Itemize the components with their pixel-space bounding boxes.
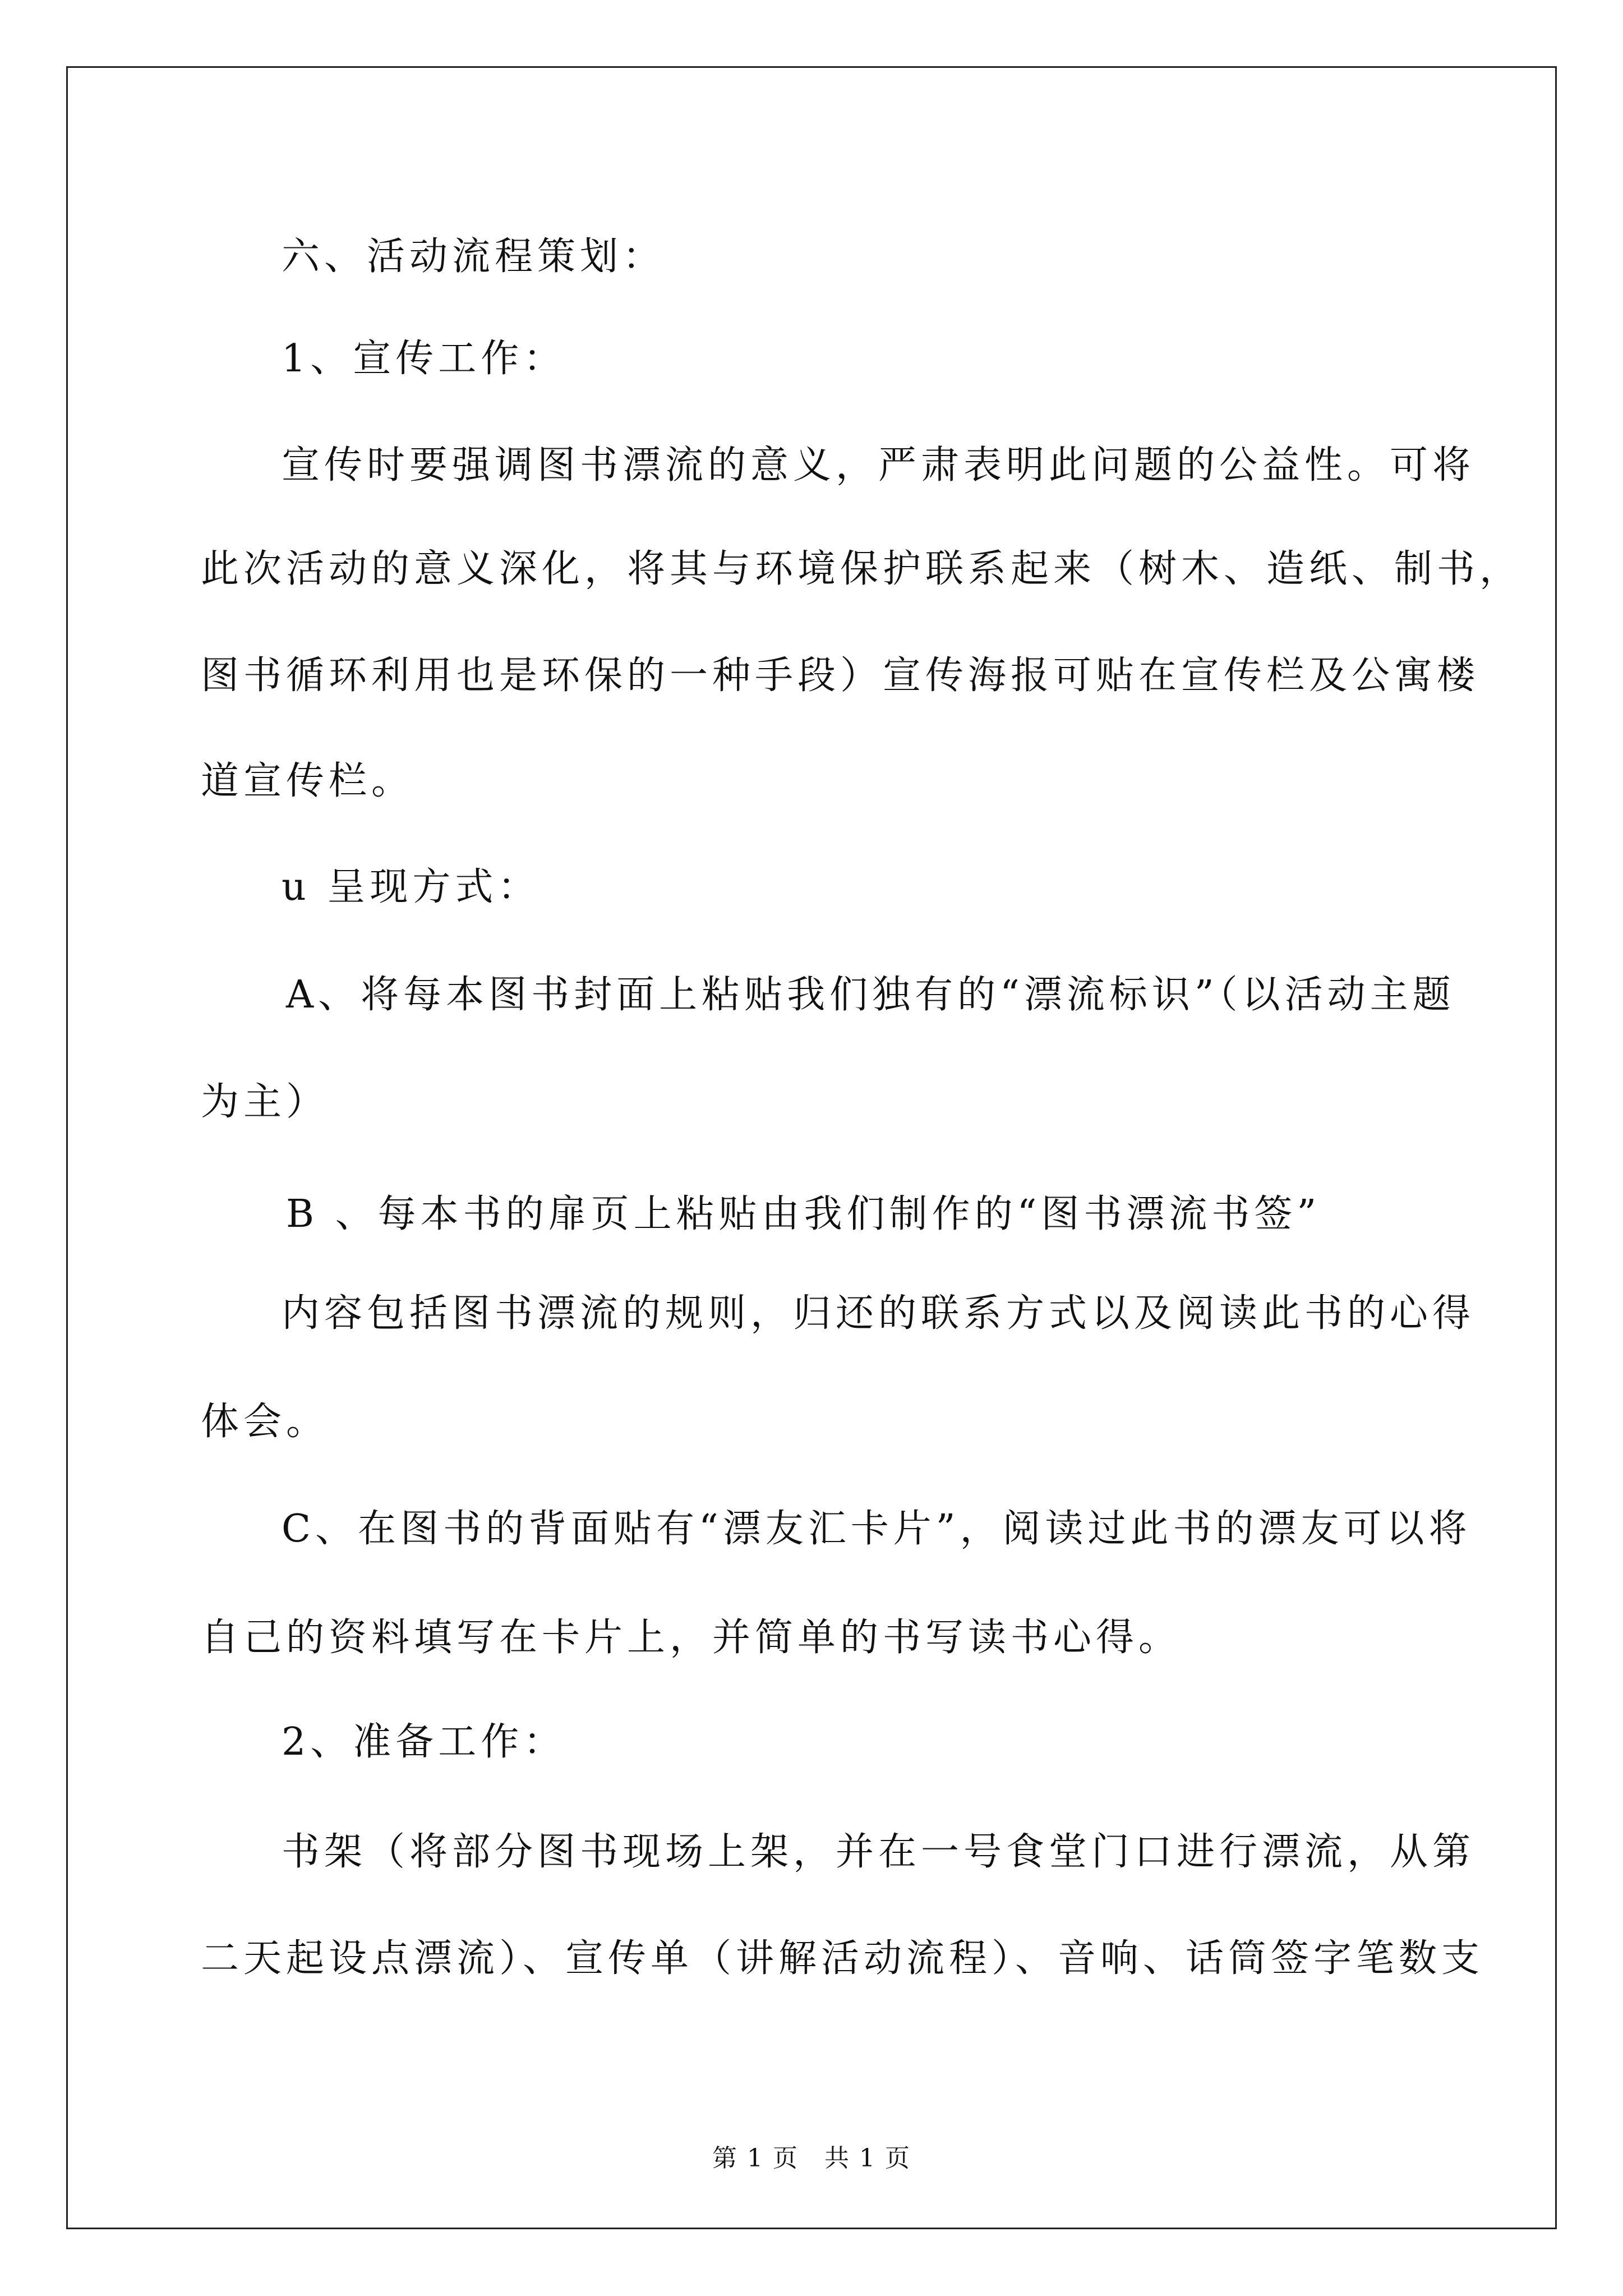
page-border <box>66 66 1557 2229</box>
paragraph-line: B 、每本书的扉页上粘贴由我们制作的“图书漂流书签” <box>286 1192 1321 1236</box>
paragraph-line: 内容包括图书漂流的规则，归还的联系方式以及阅读此书的心得 <box>282 1291 1476 1336</box>
paragraph-line: 道宣传栏。 <box>201 759 414 803</box>
page-number-footer: 第 1 页 共 1 页 <box>712 2144 911 2173</box>
paragraph-line: C、在图书的背面贴有“漂友汇卡片”，阅读过此书的漂友可以将 <box>282 1507 1472 1551</box>
paragraph-line: 宣传时要强调图书漂流的意义，严肃表明此问题的公益性。可将 <box>282 443 1476 487</box>
paragraph-line: 自己的资料填写在卡片上，并简单的书写读书心得。 <box>201 1616 1182 1660</box>
subheading-publicity: 1、宣传工作： <box>282 337 566 381</box>
subheading-preparation: 2、准备工作： <box>282 1720 566 1764</box>
paragraph-line: 为主） <box>201 1080 329 1124</box>
paragraph-line: 二天起设点漂流）、宣传单（讲解活动流程）、音响、话筒签字笔数支 <box>201 1936 1484 1981</box>
section-heading-activity-process: 六、活动流程策划： <box>282 234 666 279</box>
paragraph-line: A、将每本图书封面上粘贴我们独有的“漂流标识”（以活动主题 <box>286 973 1455 1017</box>
paragraph-line: 书架（将部分图书现场上架，并在一号食堂门口进行漂流，从第 <box>282 1830 1476 1874</box>
paragraph-line: 此次活动的意义深化，将其与环境保护联系起来（树木、造纸、制书， <box>201 547 1523 591</box>
paragraph-line: 体会。 <box>201 1400 329 1444</box>
subheading-presentation: u 呈现方式： <box>282 865 541 909</box>
paragraph-line: 图书循环利用也是环保的一种手段）宣传海报可贴在宣传栏及公寓楼 <box>201 654 1480 698</box>
